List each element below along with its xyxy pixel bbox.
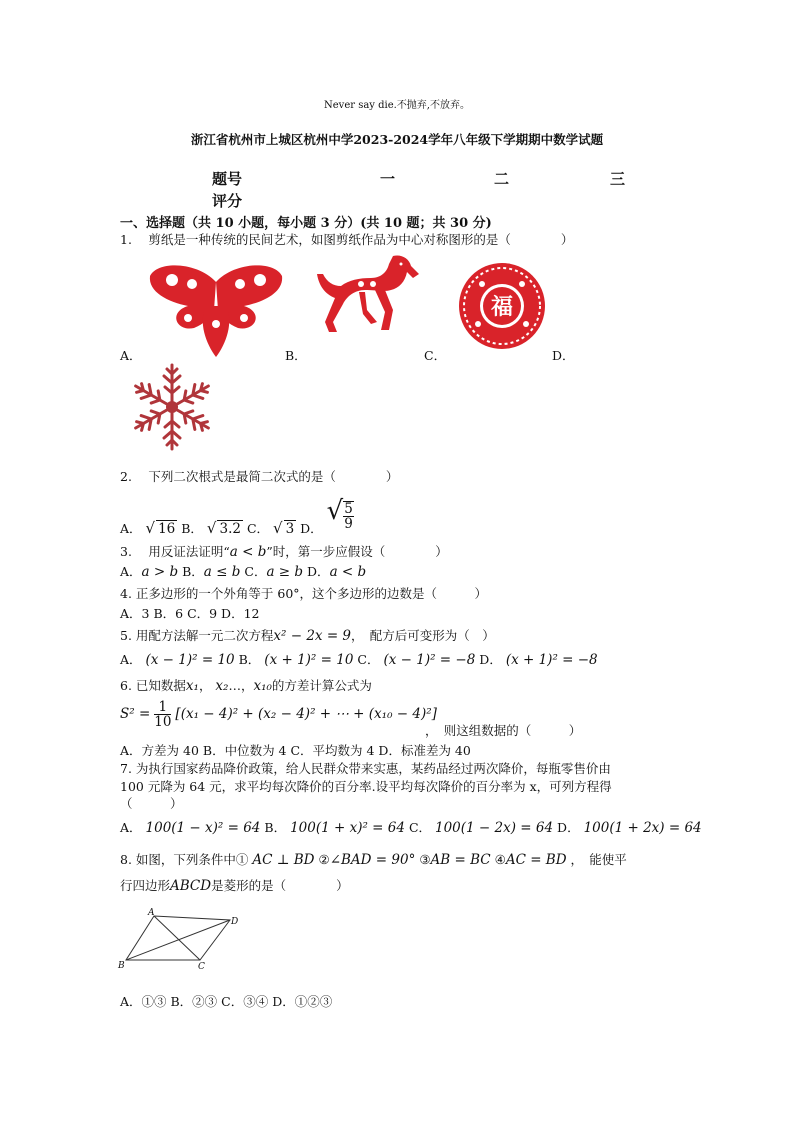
question-8-line1 (120, 850, 627, 868)
question-6-options: A．方差为 40 B．中位数为 4 C．平均数为 4 D．标准差为 40 (120, 743, 471, 758)
option-a-radicand: 16 (158, 521, 176, 537)
question-1-option-d: D． (552, 348, 575, 363)
q6-dots: …， (228, 678, 254, 693)
question-8-options: A．①③ B．②③ C．③④ D．①②③ (120, 994, 333, 1009)
option-a-math: (x − 1)² = 10 (145, 652, 235, 668)
question-4-options: A．3 B．6 C．9 D．12 (120, 606, 260, 621)
option-d-label: D． (300, 521, 323, 536)
option-a-label: A． (120, 820, 142, 835)
question-8-line2 (120, 876, 349, 894)
option-c-math: a ≥ b (266, 564, 304, 580)
q8-line2-pre: 行四边形 (120, 878, 171, 893)
option-c-label: C． (246, 521, 270, 536)
q6-x1: x₁ (185, 678, 199, 694)
question-1-option-b: B． (285, 348, 307, 363)
score-table-col1: 一 (380, 170, 396, 188)
q8-post: ， 能使平 (570, 852, 627, 867)
question-6-tail: ， 则这组数据的（ ） (425, 723, 582, 738)
score-table-row2-label: 评分 (212, 192, 243, 210)
q8-line2-post: 是菱形的是（ ） (211, 878, 349, 893)
q5-stem-pre: 5. 用配方法解一元二次方程 (120, 628, 274, 643)
question-2-options: A． √ 16 B． √ 3.2 C． √ 3 D． √ $\frac{5}{9}$ (120, 496, 353, 537)
condition-1: AC ⊥ BD (252, 852, 315, 868)
question-1-stem: 1. 剪纸是一种传统的民间艺术，如图剪纸作品为中心对称图形的是（ ） (120, 232, 574, 247)
option-a-label: A． (120, 564, 142, 579)
option-a-math: 100(1 − x)² = 64 (145, 820, 261, 836)
vertex-c-label: C (198, 962, 205, 972)
section-heading: 一、选择题（共 10 小题，每小题 3 分）(共 10 题；共 30 分) (120, 216, 492, 231)
question-5-stem (120, 626, 495, 644)
question-7-line3: （ ） (120, 796, 183, 811)
option-c-label: C． (357, 652, 380, 667)
svg-text:福: 福 (490, 295, 514, 320)
question-1-option-a: A． (120, 348, 142, 363)
option-b-radicand: 3.2 (219, 521, 241, 537)
option-c-label: C． (408, 820, 432, 835)
option-b-label: B． (264, 820, 287, 835)
condition-2: ∠BAD = 90° (329, 852, 416, 868)
question-7-line2: 100 元降为 64 元，求平均每次降价的百分率.设平均每次降价的百分率为 x，可列方程得 (120, 779, 612, 794)
question-2-stem: 2. 下列二次根式是最简二次式的是（ ） (120, 469, 399, 484)
marker-4: ④ (494, 852, 506, 867)
option-b-label: B． (238, 652, 261, 667)
score-table-col2: 二 (494, 170, 510, 188)
option-d-numerator: 5 (344, 500, 353, 517)
option-c-math: (x − 1)² = −8 (383, 652, 476, 668)
question-6-stem: 6. 已知数据x₁， x₂…，x₁₀的方差计算公式为 (120, 678, 372, 694)
option-b-label: B． (181, 521, 203, 536)
option-c-math: 100(1 − 2x) = 64 (435, 820, 554, 836)
question-3-options (120, 562, 366, 580)
option-b-math: (x + 1)² = 10 (264, 652, 354, 668)
q3-stem-math: a < b (229, 544, 267, 560)
option-b-math: 100(1 + x)² = 64 (290, 820, 405, 836)
condition-4: AC = BD (505, 852, 567, 868)
option-d-label: D． (307, 564, 330, 579)
question-1-option-c: C． (424, 348, 447, 363)
q8-abcd: ABCD (170, 878, 212, 894)
q5-stem-post: ， 配方后可变形为（ ） (351, 628, 495, 643)
question-7-options (120, 818, 702, 836)
option-c-label: C． (244, 564, 267, 579)
option-a-label: A． (120, 521, 142, 536)
fu-papercut (454, 262, 550, 350)
q6-stem-pre: 6. 已知数据 (120, 678, 186, 693)
vertex-a-label: A (148, 908, 155, 918)
q6-x10: x₁₀ (253, 678, 272, 694)
formula-lhs: S² = (120, 706, 151, 722)
question-5-options (120, 650, 598, 668)
option-b-label: B． (182, 564, 204, 579)
option-c-radicand: 3 (285, 521, 295, 537)
snowflake-papercut (122, 364, 222, 450)
question-6-formula (120, 700, 437, 729)
formula-numerator: 1 (154, 700, 171, 715)
formula-body: [(x₁ − 4)² + (x₂ − 4)² + ⋯ + (x₁₀ − 4)²] (175, 706, 437, 722)
q3-stem-pre: 3. 用反证法证明“ (120, 544, 230, 559)
butterfly-papercut (148, 262, 284, 357)
q5-stem-math: x² − 2x = 9 (273, 628, 352, 644)
page-title: 浙江省杭州市上城区杭州中学2023-2024学年八年级下学期期中数学试题 (190, 132, 604, 147)
motto: Never say die.不抛弃,不放弃。 (324, 100, 470, 111)
q6-x2: x₂ (215, 678, 229, 694)
q8-pre: 8. 如图，下列条件中① (120, 852, 249, 867)
marker-3: ③ (419, 852, 431, 867)
question-7-line1: 7. 为执行国家药品降价政策，给人民群众带来实惠，某药品经过两次降价，每瓶零售价由 (120, 761, 611, 776)
vertex-b-label: B (118, 961, 125, 971)
condition-3: AB = BC (430, 852, 491, 868)
option-b-math: a ≤ b (203, 564, 241, 580)
q3-stem-post: ”时，第一步应假设（ ） (266, 544, 448, 559)
option-d-denominator: 9 (344, 515, 353, 532)
vertex-d-label: D (231, 917, 239, 927)
marker-2: ② (318, 852, 330, 867)
question-3-stem (120, 542, 448, 560)
q6-stem-post: 的方差计算公式为 (271, 678, 372, 693)
option-a-math: a > b (141, 564, 179, 580)
score-table-row1-label: 题号 (212, 170, 243, 188)
option-d-label: D． (557, 820, 580, 835)
option-a-label: A． (120, 652, 142, 667)
formula-denominator: 10 (154, 714, 172, 730)
parallelogram-diagram (118, 908, 243, 970)
score-table-col3: 三 (610, 170, 626, 188)
option-d-math: (x + 1)² = −8 (505, 652, 598, 668)
horse-papercut (315, 252, 420, 334)
option-d-math: a < b (329, 564, 367, 580)
option-d-math: 100(1 + 2x) = 64 (583, 820, 702, 836)
option-d-label: D． (479, 652, 502, 667)
question-4-stem: 4. 正多边形的一个外角等于 60°，这个多边形的边数是（ ） (120, 586, 488, 601)
